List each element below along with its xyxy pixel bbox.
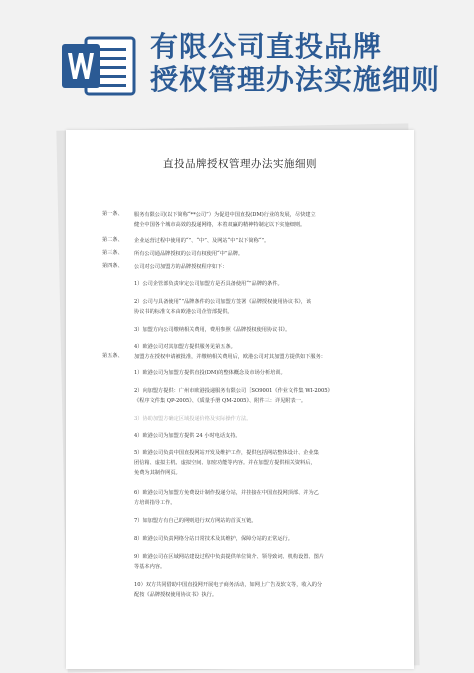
text-line: 服务有限公司(以下简称“**公司”）为促进中国直投(DM)行业的发展，尽快建立 <box>134 212 316 218</box>
banner-title-line-1: 有限公司直投品牌 <box>150 30 383 63</box>
article-label: 第四条、 <box>102 263 123 269</box>
text-line: 免费为其制作网页。 <box>134 470 181 476</box>
list-item <box>134 325 392 335</box>
text-line: 6）欧港公司为加盟方免费设计制作投递分站，并挂接在中国直投网顶部、并为乙 <box>134 490 319 496</box>
article-label: 第三条、 <box>102 250 123 256</box>
list-item <box>134 431 392 441</box>
text-line: 10）双方共同借助中国直投网开展电子商务活动，如网上广告及软文等，收入的分 <box>134 582 323 588</box>
list-item <box>134 516 392 526</box>
article-text <box>134 210 392 230</box>
text-line: 所有公司通品牌授权的公司有权使用“中”品牌。 <box>134 251 244 257</box>
banner-title-line-2: 授权管理办法实施细则 <box>150 63 441 96</box>
list-item <box>134 534 392 544</box>
text-line: 3）加盟方向公司缴纳相关费用，费用参照《品牌授权使用协议书》。 <box>134 327 291 333</box>
article-label: 第二条、 <box>102 237 123 243</box>
document-title: 直投品牌授权管理办法实施细则 <box>163 158 317 170</box>
article-label: 第五条、 <box>102 353 123 359</box>
article-text <box>134 236 392 246</box>
list-item <box>134 488 392 508</box>
text-line: 方培训指导工作。 <box>134 500 176 506</box>
text-line: 健全中国各个城市高效的投递网络，本着双赢的精神特制定以下实施细则。 <box>134 222 306 228</box>
banner-title <box>150 30 470 96</box>
list-item <box>134 279 392 289</box>
text-line: 企业运营过程中使用的“”、“中”、及网站“中”以下简称“”。 <box>134 238 270 244</box>
text-line: 公司对公司加盟方的品牌授权程序如下： <box>134 264 228 270</box>
list-item <box>134 342 392 352</box>
list-item <box>134 368 392 378</box>
article-text <box>134 352 392 362</box>
text-line: 5）欧港公司负责中国直投网站开发及维护工作，提供包括网站整体设计、企业集 <box>134 450 319 456</box>
article-text <box>134 249 392 259</box>
text-line: 7）如加盟方有自己的网则进行双方网站的首页互链。 <box>134 518 257 524</box>
text-line: 等基本内容。 <box>134 564 166 570</box>
text-line: 团信箱、虚拟主机、虚拟空间、加密功能等内容。并在加盟方提供相关资料后， <box>134 460 316 466</box>
text-line: 3）协助加盟方确定区域投递价格及实际操作方法。 <box>134 416 252 422</box>
list-item <box>134 552 392 572</box>
article-text <box>134 262 392 272</box>
text-line: 协议书的标准文本由欧港公司企管部提供。 <box>134 309 233 315</box>
text-line: 4）欧港公司为加盟方提供 24 小时电话支持。 <box>134 433 241 439</box>
text-line: 配按《品牌授权使用协议书》执行。 <box>134 592 218 598</box>
text-line: 1）欧港公司为加盟方提供直投(DM)的整体概念及市场分析培训。 <box>134 370 286 376</box>
list-item <box>134 386 392 406</box>
text-line: 2）向加盟方提供：广州市欧港投递服务有限公司［SO9001《作业文件集 WI-2005》 <box>134 388 333 394</box>
text-line: 加盟方在授权申请被批准，并缴纳相关费用后，欧港公司对其加盟方提供如下服务： <box>134 354 326 360</box>
text-line: 1）公司企管部负责审定公司加盟方是否具备使用“”品牌的条件。 <box>134 281 283 287</box>
article-label: 第一条、 <box>102 211 123 217</box>
list-item <box>134 580 392 600</box>
text-line: 2）公司与具备使用“”品牌条件的公司加盟方签署《品牌授权使用协议书》，该 <box>134 299 312 305</box>
document-page <box>66 130 414 669</box>
list-item <box>134 414 392 424</box>
text-line: 8）欧港公司负责网络分站日常技术及其维护，保障分站的正常运行。 <box>134 536 293 542</box>
word-document-icon <box>62 36 136 96</box>
list-item <box>134 297 392 317</box>
header-banner <box>0 0 474 118</box>
text-line: 《程序文件集 QP-2005》、《质量手册 QM-2005》、附件三：详见附表一。 <box>134 398 307 404</box>
text-line: 4）欧港公司对其加盟方提供服务见第五条。 <box>134 344 236 350</box>
text-line: 9）欧港公司在区域网站建设过程中负责提供单位简介、领导致词、机构设置、图片 <box>134 554 325 560</box>
list-item <box>134 448 392 478</box>
